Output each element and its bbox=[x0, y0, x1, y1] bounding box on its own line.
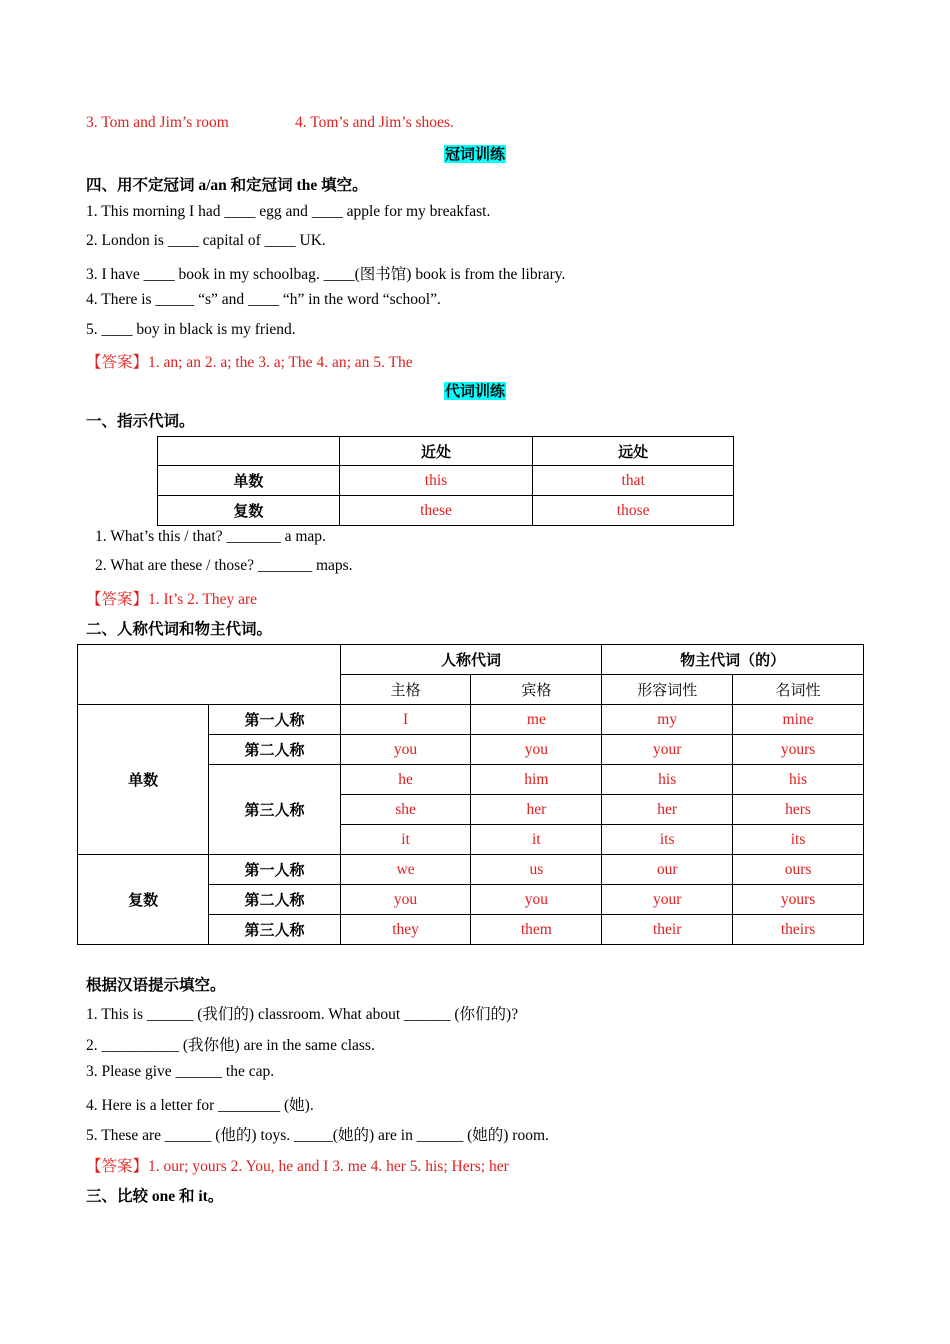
fill-answer: 【答案】1. our; yours 2. You, he and I 3. me 4. her 5. his; Hers; her bbox=[86, 1158, 509, 1175]
sub-noun: 名词性 bbox=[733, 675, 864, 705]
singular-label: 单数 bbox=[78, 705, 209, 855]
pronoun-cell: we bbox=[340, 855, 471, 885]
article-heading-wrap bbox=[0, 143, 950, 164]
demo-question: 2. What are these / those? _______ maps. bbox=[95, 557, 353, 574]
pronoun-cell: mine bbox=[733, 705, 864, 735]
pronoun-cell: he bbox=[340, 765, 471, 795]
pronoun-cell: she bbox=[340, 795, 471, 825]
person-label: 第二人称 bbox=[209, 735, 340, 765]
pronoun-cell: you bbox=[471, 735, 602, 765]
fill-question: 2. __________ (我你他) are in the same class. bbox=[86, 1037, 375, 1054]
demo-cell: this bbox=[339, 466, 533, 496]
article-instruction: 四、用不定冠词 a/an 和定冠词 the 填空。 bbox=[86, 177, 368, 194]
pronoun-cell: their bbox=[602, 915, 733, 945]
pronoun-cell: my bbox=[602, 705, 733, 735]
section2-title: 二、人称代词和物主代词。 bbox=[86, 621, 273, 638]
pronoun-cell: our bbox=[602, 855, 733, 885]
person-label: 第一人称 bbox=[209, 855, 340, 885]
person-label: 第二人称 bbox=[209, 885, 340, 915]
pronoun-cell: us bbox=[471, 855, 602, 885]
pronoun-cell: I bbox=[340, 705, 471, 735]
pronoun-cell: your bbox=[602, 885, 733, 915]
article-question: 4. There is _____ “s” and ____ “h” in the word “school”. bbox=[86, 291, 441, 308]
section1-title: 一、指示代词。 bbox=[86, 413, 195, 430]
demonstrative-table bbox=[157, 436, 734, 526]
group-personal: 人称代词 bbox=[340, 645, 602, 675]
pronoun-cell: you bbox=[340, 735, 471, 765]
demo-question: 1. What’s this / that? _______ a map. bbox=[95, 528, 326, 545]
pronoun-cell: hers bbox=[733, 795, 864, 825]
demo-cell: that bbox=[533, 466, 734, 496]
sub-adjective: 形容词性 bbox=[602, 675, 733, 705]
pronoun-cell: yours bbox=[733, 885, 864, 915]
fill-question: 5. These are ______ (他的) toys. _____(她的) are in ______ (她的) room. bbox=[86, 1127, 549, 1144]
article-question: 5. ____ boy in black is my friend. bbox=[86, 321, 296, 338]
pronoun-cell: it bbox=[340, 825, 471, 855]
plural-label: 复数 bbox=[78, 855, 209, 945]
top-answer-4: 4. Tom’s and Jim’s shoes. bbox=[295, 114, 454, 131]
article-answer: 【答案】1. an; an 2. a; the 3. a; The 4. an; an 5. The bbox=[86, 354, 413, 371]
top-answer-3: 3. Tom and Jim’s room bbox=[86, 114, 229, 131]
demo-header-near: 近处 bbox=[339, 437, 533, 466]
demo-header-far: 远处 bbox=[533, 437, 734, 466]
pronoun-corner bbox=[78, 645, 341, 705]
pronoun-cell: his bbox=[602, 765, 733, 795]
pronoun-cell: its bbox=[733, 825, 864, 855]
pronoun-cell: her bbox=[602, 795, 733, 825]
sub-subject: 主格 bbox=[340, 675, 471, 705]
group-possessive: 物主代词（的） bbox=[602, 645, 864, 675]
pronoun-cell: they bbox=[340, 915, 471, 945]
demo-row-label: 复数 bbox=[158, 496, 340, 526]
article-question: 2. London is ____ capital of ____ UK. bbox=[86, 232, 326, 249]
article-question: 1. This morning I had ____ egg and ____ apple for my breakfast. bbox=[86, 203, 491, 220]
article-heading: 冠词训练 bbox=[444, 145, 505, 163]
pronoun-cell: you bbox=[471, 885, 602, 915]
fill-question: 1. This is ______ (我们的) classroom. What about ______ (你们的)? bbox=[86, 1006, 519, 1023]
fill-question: 4. Here is a letter for ________ (她). bbox=[86, 1097, 314, 1114]
fill-question: 3. Please give ______ the cap. bbox=[86, 1063, 275, 1080]
article-question: 3. I have ____ book in my schoolbag. ____(图书馆) book is from the library. bbox=[86, 266, 566, 283]
pronoun-cell: its bbox=[602, 825, 733, 855]
pronoun-cell: me bbox=[471, 705, 602, 735]
demo-row-label: 单数 bbox=[158, 466, 340, 496]
sub-object: 宾格 bbox=[471, 675, 602, 705]
pronoun-heading-wrap bbox=[0, 380, 950, 401]
demo-cell: these bbox=[339, 496, 533, 526]
pronoun-cell: you bbox=[340, 885, 471, 915]
demo-cell: those bbox=[533, 496, 734, 526]
pronoun-cell: ours bbox=[733, 855, 864, 885]
person-label: 第三人称 bbox=[209, 765, 340, 855]
pronoun-cell: her bbox=[471, 795, 602, 825]
pronoun-cell: it bbox=[471, 825, 602, 855]
pronoun-cell: his bbox=[733, 765, 864, 795]
person-label: 第一人称 bbox=[209, 705, 340, 735]
pronoun-heading: 代词训练 bbox=[444, 382, 505, 400]
pronoun-cell: theirs bbox=[733, 915, 864, 945]
demo-header-empty bbox=[158, 437, 340, 466]
pronoun-table bbox=[77, 644, 864, 945]
demo-answer: 【答案】1. It’s 2. They are bbox=[86, 591, 258, 608]
pronoun-cell: him bbox=[471, 765, 602, 795]
pronoun-cell: them bbox=[471, 915, 602, 945]
person-label: 第三人称 bbox=[209, 915, 340, 945]
pronoun-cell: your bbox=[602, 735, 733, 765]
pronoun-cell: yours bbox=[733, 735, 864, 765]
section3-title: 三、比较 one 和 it。 bbox=[86, 1188, 224, 1205]
fill-title: 根据汉语提示填空。 bbox=[86, 977, 226, 994]
